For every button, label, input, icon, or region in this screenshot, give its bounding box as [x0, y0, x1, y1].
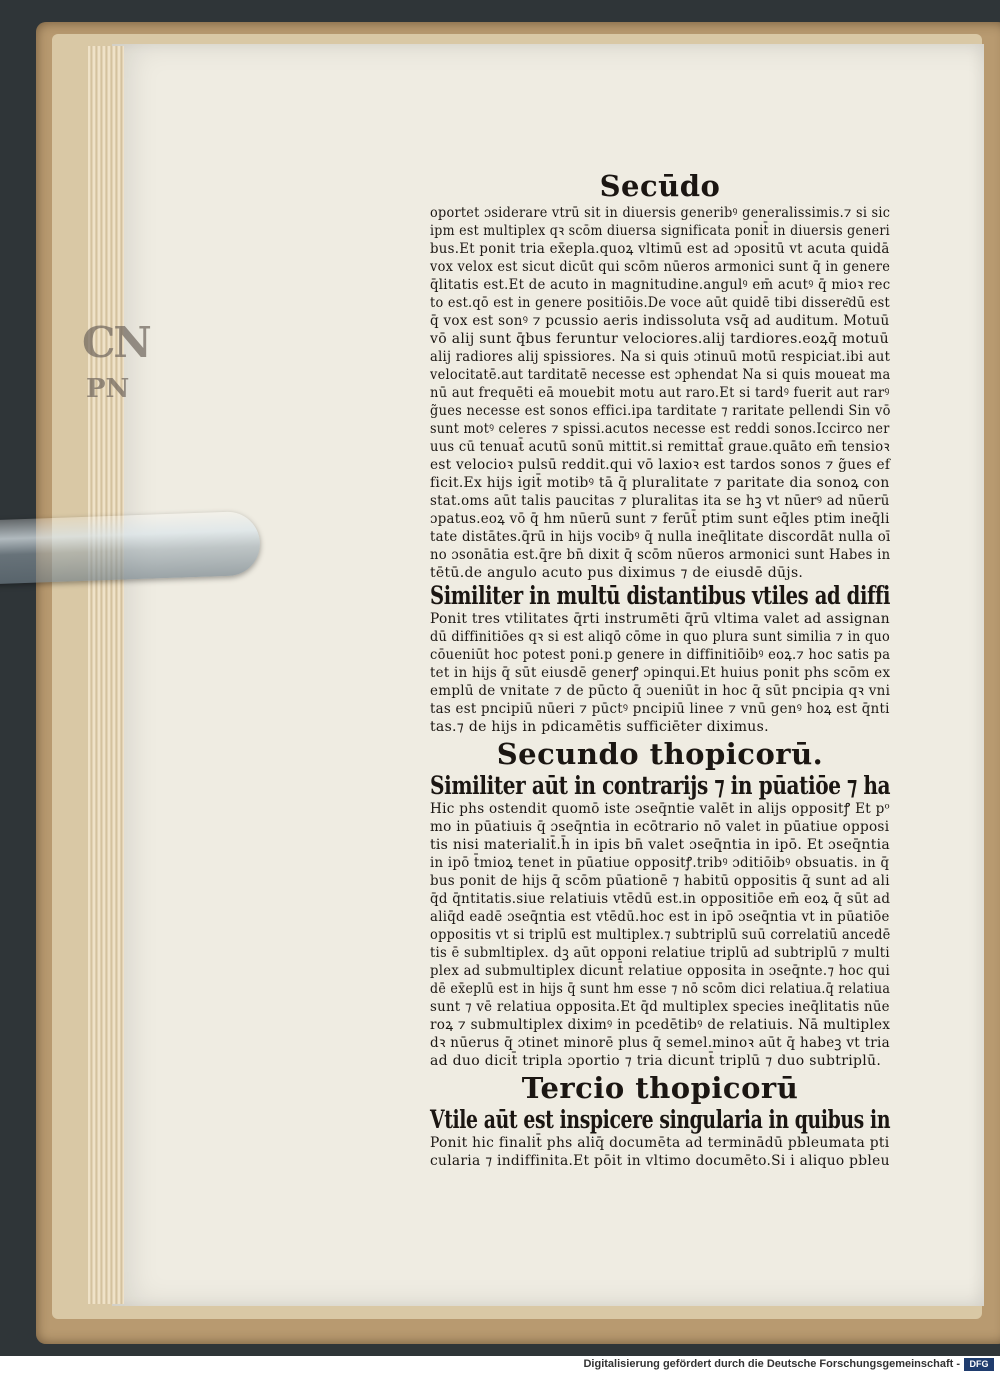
text-line: q̄d q̄ntitatis.siue relatiuis vtēdū est.in oppositiōe em̄ eoꝝ q̄ sūt ad	[430, 891, 891, 907]
running-heading: Secūdo	[599, 169, 721, 203]
text-line: uus cū tenuat̄ acutū sonū mittit.si remittat̄ graue.quāto em̄ tensioꝛ	[430, 439, 890, 455]
text-line: sunt ⁊ vē relatiua opposita.Et q̄d multiplex species ineq̄litatis nūe	[430, 999, 890, 1015]
bleed-through-line: PN	[86, 374, 130, 404]
text-line: vō alij sunt q̄bus feruntur velociores.alij tardiores.eoꝝq̄ motuū	[430, 331, 889, 347]
section-heading-secundo: Secundo thopicorū.	[496, 737, 824, 771]
text-line: cōueniūt hoc potest poni.p genere in diffinitiōibꝰ eoꝝ.⁊ hoc satis pa	[430, 647, 891, 663]
page-text	[430, 168, 890, 1170]
text-line: ipm est multiplex qꝛ scōm diuersa significata ponit̄ in diuersis generi	[430, 223, 890, 239]
section-heading-tercio: Tercio thopicorū	[521, 1071, 799, 1105]
text-line: tētū.de angulo acuto pus diximus ⁊ de eiusdē dūjs.	[430, 565, 804, 581]
text-line: in ipō t̄mioꝝ tenet in pūatiue oppositꝭ.tribꝰ ɔditiōibꝰ obsuatis. in q̄	[430, 855, 890, 871]
bleed-through-text	[82, 318, 150, 438]
funding-credit: Digitalisierung gefördert durch die Deutsche Forschungsgemeinschaft -	[583, 1358, 960, 1370]
text-line: tet in hijs q̄ sūt eiusdē generꝭ ɔpinqui.Et huius ponit phs scōm ex	[430, 665, 891, 681]
text-line: aliq̄d eadē ɔseq̄ntia est vtēdū.hoc est in ipō ɔseq̄ntia vt in pūatiōe	[430, 909, 890, 925]
text-line: vox velox est sicut dicūt qui scōm nūeros armonici sunt q̄ in genere	[430, 259, 891, 275]
text-line: tate distātes.q̄rū in hijs vocibꝰ q̄ nulla ineq̄litate discordāt nulla oī	[430, 529, 891, 545]
text-line: ficit.Ex hijs igit̄ motibꝰ tā q̄ pluralitate ⁊ paritate dia sonoꝝ con	[430, 475, 890, 491]
text-line: bus.Et ponit tria ex̄epla.quoꝝ vltimū est ad ɔpositū vt acuta quidā	[430, 241, 890, 257]
text-line: ad duo dicit̄ tripla ɔportio ⁊ tria dicunt̄ triplū ⁊ duo subtriplū.	[430, 1053, 882, 1069]
page-edges	[88, 46, 124, 1304]
text-line: mo in pūatiuis q̄ ɔseq̄ntia in ecōtrario nō valet in pūatiue opposi	[430, 819, 890, 835]
text-block-2	[430, 610, 890, 736]
page-weight-ruler	[0, 511, 261, 585]
text-line: cularia ⁊ indiffinita.Et pōit in vltimo documēto.Si i aliquo pbleu	[430, 1153, 890, 1169]
text-line: stat.oms aūt talis paucitas ⁊ pluralitas ita se hꝫ vt nūerꝰ ad nūerū	[430, 493, 890, 509]
text-line: dē ex̄eplū est in hijs q̄ sunt hm esse ⁊ nō scōm dici relatiua.q̄ relatiua	[430, 981, 891, 997]
dfg-logo: DFG	[964, 1358, 994, 1371]
text-line: nū aut frequēti eā mouebit motu aut raro.Et si tardꝰ fuerit aut rarꝰ	[430, 385, 890, 401]
text-line: oppositis vt si triplū est multiplex.⁊ subtriplū suū correlatiū ancedē	[430, 927, 891, 943]
incipit-3: Vtile aūt est inspicere singularia in quibus in	[430, 1105, 891, 1134]
text-line: no ɔsonātia est.q̄re bn̄ dixit q̄ scōm nūeros armonici sunt Habes in	[430, 547, 891, 563]
bleed-through-line: CN	[82, 318, 150, 367]
incipit-2: Similiter aūt in contrarijs ⁊ in pūatiōe ⁊ ha	[430, 771, 891, 800]
text-line: roꝝ ⁊ submultiplex diximꝰ in pcedētibꝰ de relatiuis. Nā multiplex	[430, 1017, 891, 1033]
text-block-1	[430, 204, 890, 582]
text-line: emplū de vnitate ⁊ de pūcto q̄ ɔueniūt in hoc q̄ sūt pncipia qꝛ vni	[430, 683, 891, 699]
text-line: Hic phs ostendit quomō iste ɔseq̄ntie valēt in alijs oppositꝭ Et pᵒ	[430, 801, 891, 817]
text-line: oportet ɔsiderare vtrū sit in diuersis generibꝰ generalissimis.⁊ si sic	[430, 205, 891, 221]
text-line: alij radiores alij spissiores. Na si quis ɔtinuū motū respiciat.ibi aut	[430, 349, 891, 365]
text-line: plex ad submultiplex dicunt̄ relatiue opposita in ɔseq̄nte.⁊ hoc qui	[430, 963, 891, 979]
text-line: sunt motꝰ celeres ⁊ spissi.acutos necesse est reddi sonos.Iccirco ner	[430, 421, 890, 437]
text-line: bus ponit de hijs q̄ scōm pūationē ⁊ habitū oppositis q̄ sunt ad ali	[430, 873, 890, 889]
text-line: ɔpatus.eoꝝ vō q̄ hm nūerū sunt ⁊ ferūt̄ ptim sunt eq̄les ptim ineq̄li	[430, 511, 890, 527]
text-line: Ponit hic finalit̄ phs aliq̄ documēta ad terminādū pbleumata pti	[430, 1135, 890, 1151]
text-line: to est.qō est in genere positiōis.De voce aūt quidē tibi dissere͂dū est	[430, 295, 890, 311]
text-line: q̄litatis est.Et de acuto in magnitudine.angulꝰ em̄ acutꝰ q̄ mioꝛ rec	[430, 277, 891, 293]
text-line: tis ē submltiplex. dꝫ aūt opponi relatiue triplū ad subtriplū ⁊ multi	[430, 945, 890, 961]
text-line: dꝛ nūerus q̄ ɔtinet minorē plus q̄ semel.minoꝛ aūt q̄ habeꝫ vt tria	[430, 1035, 891, 1051]
text-line: dū diffinitiōes qꝛ si est aliqō cōme in quo plura sunt similia ⁊ in quo	[430, 629, 891, 645]
text-line: g̃ues necesse est sonos effici.ipa tarditate ⁊ raritate pellendi Sin vō	[430, 403, 891, 419]
text-line: velocitatē.aut tarditatē necesse est ɔphendat Na si quis moueat ma	[430, 367, 891, 383]
text-line: Ponit tres vtilitates q̄rti instrumēti q̄rū vltima valet ad assignan	[430, 611, 890, 627]
text-block-3	[430, 800, 890, 1070]
text-block-4	[430, 1134, 890, 1170]
text-line: tas est pncipiū nūeri ⁊ pūctꝰ pncipiū linee ⁊ vnū genꝰ hoꝝ est q̄nti	[430, 701, 890, 717]
text-line: tas.⁊ de hijs in pdicamētis sufficiēter diximus.	[430, 719, 769, 735]
incipit-1: Similiter in multū distantibus vtiles ad diffi	[430, 581, 891, 610]
text-line: tis nisi materialit̄.h̄ in ipis bn̄ valet ɔseq̄ntia in ipō. Et ɔseq̄ntia	[430, 837, 891, 853]
footer-bar	[0, 1356, 1000, 1374]
text-line: est velocioꝛ pulsū reddit.qui vō laxioꝛ est tardos sonos ⁊ g̃ues ef	[430, 457, 891, 473]
text-line: q̄ vox est sonꝰ ⁊ pcussio aeris indissoluta vsq̄ ad auditum. Motuū	[430, 313, 890, 329]
